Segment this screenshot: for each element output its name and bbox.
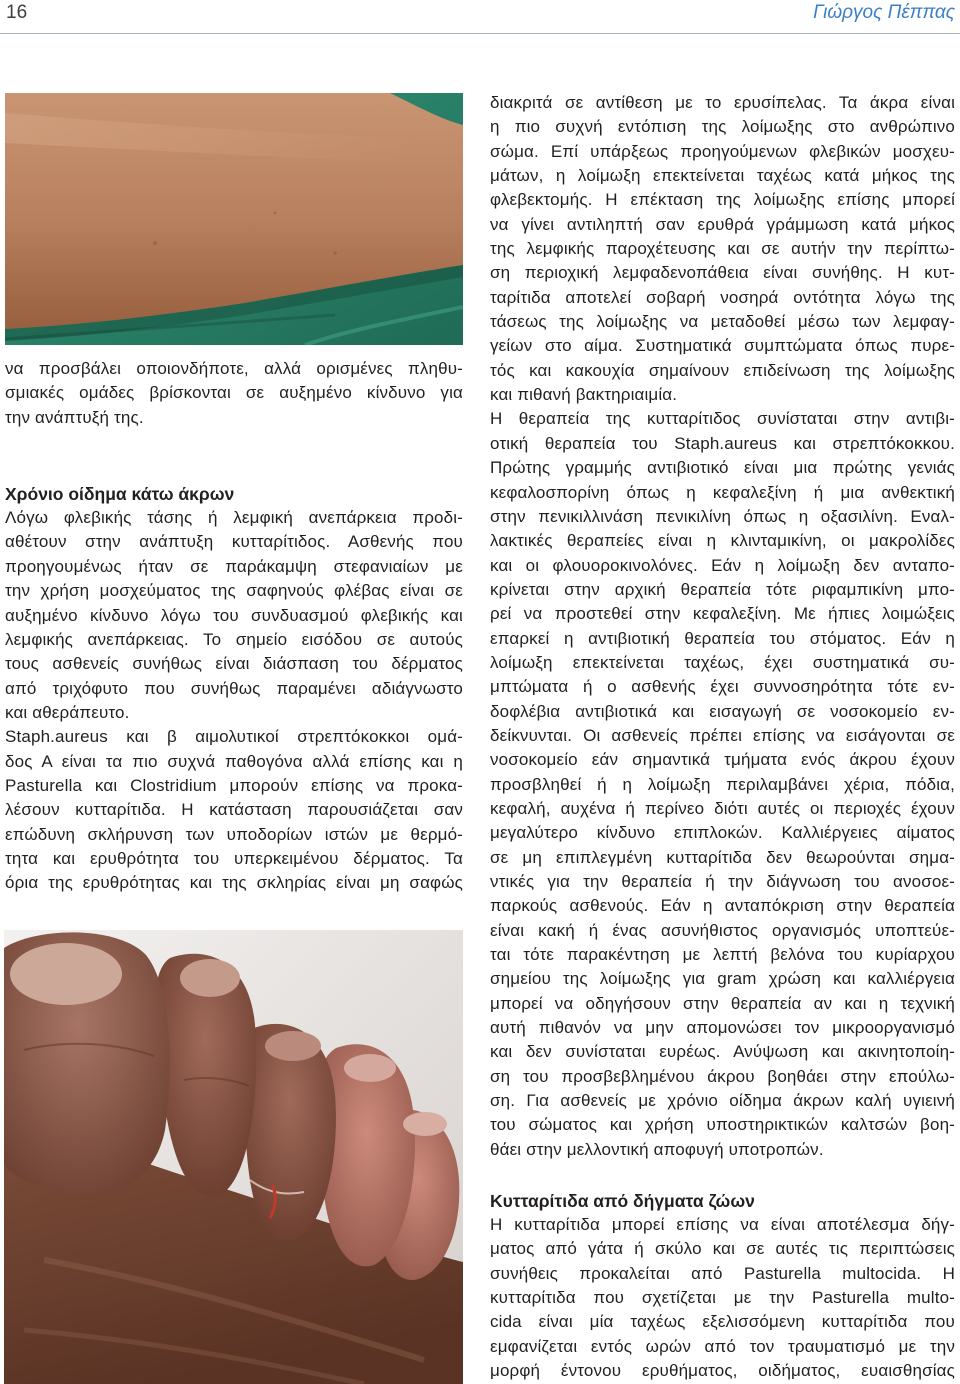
- text-line: Η θεραπεία της κυτταρίτιδος συνίσταται στην αντιβι-: [490, 409, 955, 429]
- text-line: ση περιοχική λεμφαδενοπάθεια είναι συνήθης. Η κυτ-: [490, 263, 955, 283]
- text-line: λακτικές θεραπείες είναι η κλινταμικίνη, οι μακρολίδες: [490, 531, 955, 551]
- text-line: λοίμωξη επεκτείνεται ταχέως, έχει συστηματικά συ-: [490, 652, 955, 672]
- text-line: αθέτουν στην ανάπτυξη κυτταρίτιδος. Ασθενής που: [5, 532, 463, 552]
- section-heading: Κυτταρίτιδα από δήγματα ζώων: [490, 1190, 755, 1211]
- text-line: οτική θεραπεία του Staph.aureus και στρεπτόκοκκου.: [490, 433, 955, 453]
- text-line: δοφλέβια αντιβιοτικά και εισαγωγή σε νοσοκομείο εν-: [490, 701, 955, 721]
- text-line: κυτταρίτιδα που σχετίζεται με την Pasturella multo-: [490, 1287, 955, 1307]
- text-line: Λόγω φλεβικής τάσης ή λεμφική ανεπάρκεια προδι-: [5, 508, 463, 528]
- text-line: προηγουμένως ήταν σε παράκαμψη στεφανιαίων με: [5, 556, 463, 576]
- text-line: στην πενικιλλινάση πενικιλίνη όπως η οξασιλίνη. Εναλ-: [490, 506, 955, 526]
- text-line: λέσουν κυτταρίτιδα. Η κατάσταση παρουσιάζεται σαν: [5, 800, 463, 820]
- text-line: Pasturella και Clostridium μπορούν επίσης να προκα-: [5, 775, 463, 795]
- text-line: αυτή πιθανόν να μην απομονώσει τον μικροοργανισμό: [490, 1018, 955, 1038]
- text-line: γείων στο αίμα. Συστηματικά συμπτώματα όπως πυρε-: [490, 336, 955, 356]
- text-line: μορφή έντονου ερυθήματος, οιδήματος, ευαισθησίας: [490, 1360, 955, 1380]
- text-line: από τριχόφυτο που συνήθως παραμένει αδιάγνωστο: [5, 678, 463, 698]
- text-line: της λεμφικής παροχέτευσης και σε αυτήν την περίπτω-: [490, 239, 955, 259]
- text-line: παρκούς ασθενούς. Εάν η ανταπόκριση στην θεραπεία: [490, 896, 955, 916]
- header-rule: [0, 33, 960, 34]
- text-line: εμφανίζεται εντός ωρών από τον τραυματισμό με την: [490, 1336, 955, 1356]
- text-line: ται τότε παρακέντηση με λεπτή βελόνα του κυρίαρχου: [490, 945, 955, 965]
- text-line: ση του προσβεβλημένου άκρου βοηθάει στην επούλω-: [490, 1066, 955, 1086]
- text-line: μεγαλύτερο κίνδυνο επιπλοκών. Καλλιέργειες αίματος: [490, 823, 955, 843]
- text-line: διακριτά σε αντίθεση με το ερυσίπελας. Τα άκρα είναι: [490, 93, 955, 112]
- text-line: λεμφικής ανεπάρκειας. Το σημείο εισόδου σε αυτούς: [5, 629, 463, 649]
- text-line: και οι φλουοροκινολόνες. Εάν η λοίμωξη δεν ανταπο-: [490, 555, 955, 575]
- text-line: την ανάπτυξή της.: [5, 407, 144, 427]
- text-line: σώμα. Επί υπάρξεως προηγούμενων φλεβικών μοσχευ-: [490, 141, 955, 161]
- text-line: σε μη επιπλεγμένη κυτταρίτιδα δεν θεωρούνται σημα-: [490, 847, 955, 867]
- text-line: ρεί να προστεθεί στην κεφαλεξίνη. Με ήπιες λοιμώξεις: [490, 604, 955, 624]
- text-line: του σώματος και χρήση υποστηρικτικών καλτσών βοη-: [490, 1115, 955, 1135]
- text-line: επαρκεί η αντιβιοτική θεραπεία του στόματος. Εάν η: [490, 628, 955, 648]
- text-line: είναι κακή ή ένας ασυνήθιστος οργανισμός υποπτεύε-: [490, 920, 955, 940]
- section-heading: Χρόνιο οίδημα κάτω άκρων: [5, 483, 235, 504]
- left-column: [5, 357, 463, 896]
- text-line: Η κυτταρίτιδα μπορεί επίσης να είναι αποτέλεσμα δήγ-: [490, 1214, 955, 1234]
- author-name: Γιώργος Πέππας: [813, 2, 955, 23]
- page-number: 16: [6, 2, 28, 23]
- text-line: επώδυνη σκλήρυνση των υποδορίων ιστών με θερμό-: [5, 824, 463, 844]
- text-line: και δεν συνίσταται ευρέως. Ανύψωση και ακινητοποίη-: [490, 1042, 955, 1062]
- text-line: ση. Για ασθενείς με χρόνιο οίδημα άκρων καλή υγιεινή: [490, 1091, 955, 1111]
- text-line: όρια της ερυθρότητας και της σκληρίας είναι μη σαφώς: [5, 873, 463, 893]
- text-line: προσβληθεί ή η λοίμωξη περιλαμβάνει χέρια, πόδια,: [490, 774, 955, 794]
- text-line: τάσεως της λοίμωξης να μεταδοθεί μέσω των λεμφαγ-: [490, 312, 955, 332]
- text-line: cida είναι μία ταχέως εξελισσόμενη κυτταρίτιδα που: [490, 1312, 955, 1332]
- text-line: σμιακές ομάδες βρίσκονται σε αυξημένο κίνδυνο για: [5, 383, 463, 403]
- text-line: και αθεράπευτο.: [5, 702, 130, 722]
- text-line: ταρίτιδα αποτελεί σοβαρή νοσηρά οντότητα λόγω της: [490, 287, 955, 307]
- foot-cellulitis-photo: [4, 930, 463, 1384]
- right-column: [490, 91, 955, 1383]
- text-line: τους ασθενείς συνήθως είναι διάσπαση του δέρματος: [5, 654, 463, 674]
- text-line: δος Α είναι τα πιο συχνά παθογόνα αλλά επίσης και η: [5, 751, 463, 771]
- text-line: κρίνεται στην αρχική θεραπεία τότε ριφαμπικίνη μπο-: [490, 579, 955, 599]
- forearm-cellulitis-photo: [5, 93, 463, 345]
- text-line: ματος από γάτα ή σκύλο και σε αυτές τις περιπτώσεις: [490, 1239, 955, 1259]
- text-line: μάτων, η λοίμωξη επεκτείνεται ταχέως κατά μήκος της: [490, 166, 955, 186]
- text-line: κεφαλή, αυχένα ή περίνεο διότι αυτές οι περιοχές έχουν: [490, 798, 955, 818]
- text-line: να προσβάλει οποιονδήποτε, αλλά ορισμένες πληθυ-: [5, 359, 463, 378]
- text-line: ντικές για την θεραπεία ή την διάγνωση του ανοσοε-: [490, 872, 955, 891]
- text-line: φλεβεκτομής. Η επέκταση της λοίμωξης επίσης μπορεί: [490, 190, 955, 210]
- text-line: κεφαλοσπορίνη όπως η κεφαλεξίνη ή μια ανθεκτική: [490, 482, 955, 502]
- text-line: τός και κακουχία σημαίνουν επιδείνωση της λοίμωξης: [490, 360, 955, 380]
- text-line: σημείου της λοίμωξης για gram χρώση και καλλιέργεια: [490, 969, 955, 989]
- text-line: Πρώτης γραμμής αντιβιοτικό είναι μια πρώτης γενιάς: [490, 458, 955, 478]
- text-line: να γίνει αντιληπτή σαν ερυθρά γράμμωση κατά μήκος: [490, 214, 955, 234]
- text-line: την χρήση μοσχεύματος της σαφηνούς φλέβας είναι σε: [5, 581, 463, 601]
- text-line: μπτώματα ή ο ασθενής έχει συννοσηρότητα τότε εν-: [490, 677, 955, 697]
- text-line: αυξημένο κίνδυνο λόγω του συνδυασμού φλεβικής και: [5, 605, 463, 625]
- text-line: δείκνυνται. Οι ασθενείς πρέπει επίσης να εισάγονται σε: [490, 725, 955, 745]
- text-line: θάει στην μελλοντική αποφυγή υποτροπών.: [490, 1139, 824, 1159]
- text-line: συνήθεις προκαλείται από Pasturella multocida. Η: [490, 1263, 955, 1283]
- text-line: μπορεί να οδηγήσουν στην θεραπεία αν και η τεχνική: [490, 993, 955, 1013]
- text-line: νοσοκομείο εάν σημαντικά τμήματα ενός άκρου έχουν: [490, 750, 955, 770]
- text-line: Staph.aureus και β αιμολυτικοί στρεπτόκοκκοι ομά-: [5, 727, 463, 747]
- text-line: τητα και ερυθρότητα του υπερκειμένου δέρματος. Τα: [5, 848, 463, 868]
- text-line: και πιθανή βακτηριαιμία.: [490, 385, 678, 405]
- text-line: η πιο συχνή εντόπιση της λοίμωξης στο ανθρώπινο: [490, 117, 955, 137]
